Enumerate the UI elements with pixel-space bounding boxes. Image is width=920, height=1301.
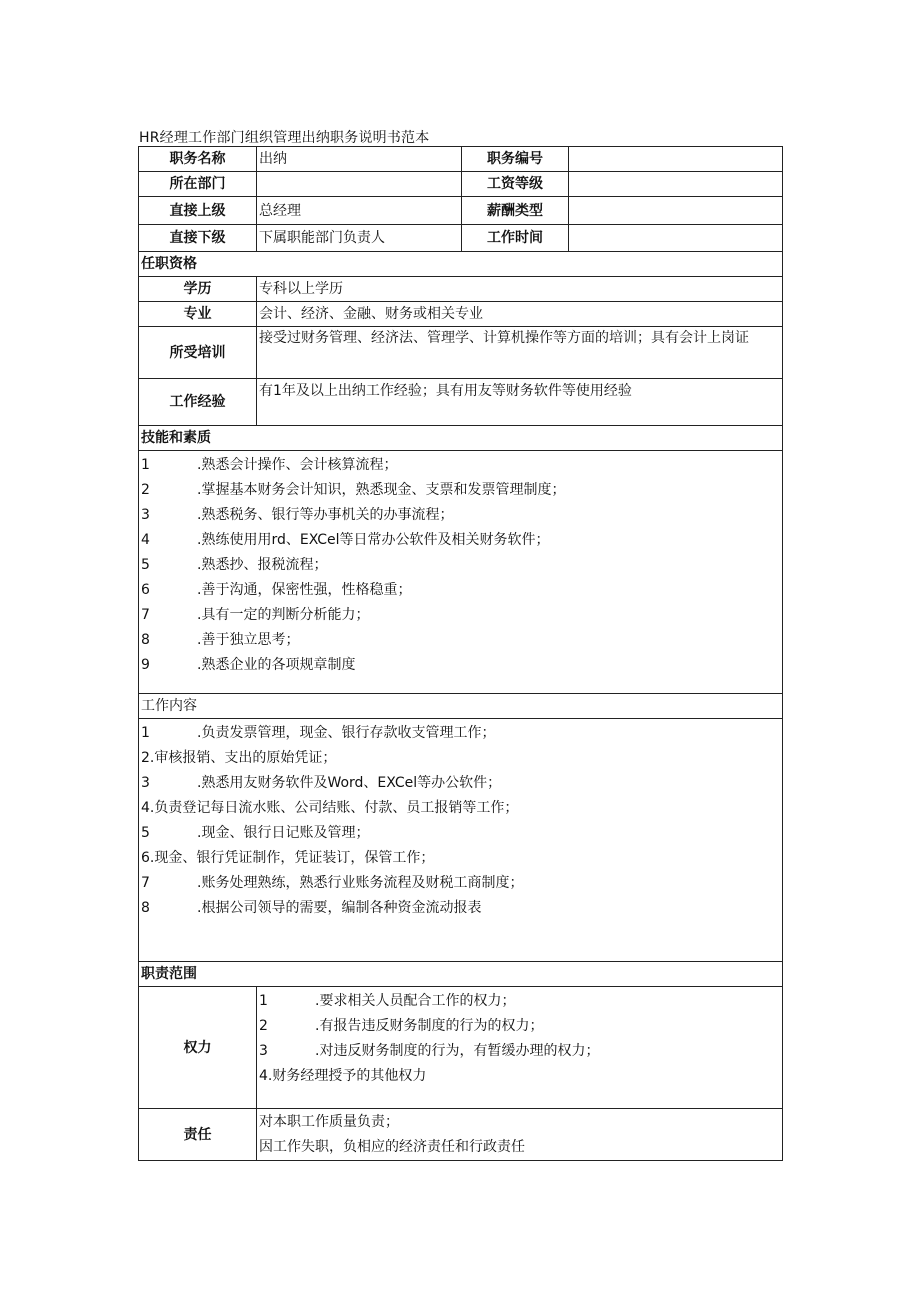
grade-value bbox=[569, 172, 783, 197]
skills-section-row bbox=[139, 426, 783, 451]
row-dept bbox=[139, 172, 783, 197]
list-item: 2 .掌握基本财务会计知识，熟悉现金、支票和发票管理制度； bbox=[141, 481, 566, 498]
list-item: 6 .善于沟通，保密性强，性格稳重； bbox=[141, 581, 412, 598]
work-list bbox=[139, 719, 783, 962]
list-item: 1 .负责发票管理，现金、银行存款收支管理工作； bbox=[141, 724, 496, 741]
row-education bbox=[139, 277, 783, 302]
list-item: 3 .对违反财务制度的行为，有暂缓办理的权力； bbox=[259, 1042, 600, 1059]
list-item: 8 .根据公司领导的需要，编制各种资金流动报表 bbox=[141, 899, 482, 916]
duty-label: 责任 bbox=[139, 1109, 257, 1161]
job-name-label: 职务名称 bbox=[139, 147, 257, 172]
row-superior bbox=[139, 197, 783, 225]
scope-section-heading: 职责范围 bbox=[139, 962, 783, 987]
subordinate-value: 下属职能部门负责人 bbox=[257, 225, 462, 252]
scope-section-row bbox=[139, 962, 783, 987]
list-item: 3 .熟悉用友财务软件及Word、EXCel等办公软件； bbox=[141, 774, 502, 791]
job-name-value: 出纳 bbox=[257, 147, 462, 172]
job-code-label: 职务编号 bbox=[462, 147, 569, 172]
experience-label: 工作经验 bbox=[139, 379, 257, 426]
list-item: 4.财务经理授予的其他权力 bbox=[259, 1067, 427, 1084]
subordinate-label: 直接下级 bbox=[139, 225, 257, 252]
work-time-value bbox=[569, 225, 783, 252]
row-job-name bbox=[139, 147, 783, 172]
list-item: 6.现金、银行凭证制作，凭证装订，保管工作； bbox=[141, 849, 435, 866]
dept-value bbox=[257, 172, 462, 197]
row-subordinate bbox=[139, 225, 783, 252]
document-title: HR经理工作部门组织管理出纳职务说明书范本 bbox=[139, 130, 430, 146]
work-list-row bbox=[139, 719, 783, 962]
row-experience bbox=[139, 379, 783, 426]
training-label: 所受培训 bbox=[139, 327, 257, 379]
work-time-label: 工作时间 bbox=[462, 225, 569, 252]
experience-value: 有1年及以上出纳工作经验；具有用友等财务软件等使用经验 bbox=[257, 379, 783, 426]
major-label: 专业 bbox=[139, 302, 257, 327]
power-list bbox=[257, 987, 783, 1109]
list-item: 7 .账务处理熟练，熟悉行业账务流程及财税工商制度； bbox=[141, 874, 524, 891]
job-description-table bbox=[138, 146, 783, 1161]
row-training bbox=[139, 327, 783, 379]
dept-label: 所在部门 bbox=[139, 172, 257, 197]
major-value: 会计、经济、金融、财务或相关专业 bbox=[257, 302, 783, 327]
row-duty bbox=[139, 1109, 783, 1161]
pay-type-label: 薪酬类型 bbox=[462, 197, 569, 225]
duty-line: 因工作失职，负相应的经济责任和行政责任 bbox=[259, 1139, 525, 1155]
list-item: 7 .具有一定的判断分析能力； bbox=[141, 606, 370, 623]
list-item: 2.审核报销、支出的原始凭证； bbox=[141, 749, 337, 766]
list-item: 4.负责登记每日流水账、公司结账、付款、员工报销等工作； bbox=[141, 799, 519, 816]
pay-type-value bbox=[569, 197, 783, 225]
list-item: 2 .有报告违反财务制度的行为的权力； bbox=[259, 1017, 544, 1034]
qualification-section-heading: 任职资格 bbox=[139, 252, 783, 277]
power-label: 权力 bbox=[139, 987, 257, 1109]
superior-label: 直接上级 bbox=[139, 197, 257, 225]
list-item: 3 .熟悉税务、银行等办事机关的办事流程； bbox=[141, 506, 454, 523]
training-value: 接受过财务管理、经济法、管理学、计算机操作等方面的培训；具有会计上岗证 bbox=[257, 327, 783, 379]
row-power bbox=[139, 987, 783, 1109]
skills-section-heading: 技能和素质 bbox=[139, 426, 783, 451]
education-value: 专科以上学历 bbox=[257, 277, 783, 302]
duty-list bbox=[257, 1109, 783, 1161]
grade-label: 工资等级 bbox=[462, 172, 569, 197]
qualification-section-row bbox=[139, 252, 783, 277]
row-major bbox=[139, 302, 783, 327]
work-section-heading: 工作内容 bbox=[139, 694, 783, 719]
list-item: 1 .熟悉会计操作、会计核算流程； bbox=[141, 456, 398, 473]
superior-value: 总经理 bbox=[257, 197, 462, 225]
education-label: 学历 bbox=[139, 277, 257, 302]
list-item: 9 .熟悉企业的各项规章制度 bbox=[141, 656, 356, 673]
skills-list bbox=[139, 451, 783, 694]
list-item: 5 .熟悉抄、报税流程； bbox=[141, 556, 328, 573]
duty-line: 对本职工作质量负责； bbox=[259, 1114, 399, 1130]
list-item: 4 .熟练使用用rd、EXCel等日常办公软件及相关财务软件； bbox=[141, 531, 550, 548]
list-item: 5 .现金、银行日记账及管理； bbox=[141, 824, 370, 841]
work-section-row bbox=[139, 694, 783, 719]
skills-list-row bbox=[139, 451, 783, 694]
job-code-value bbox=[569, 147, 783, 172]
list-item: 8 .善于独立思考； bbox=[141, 631, 300, 648]
list-item: 1 .要求相关人员配合工作的权力； bbox=[259, 992, 516, 1009]
